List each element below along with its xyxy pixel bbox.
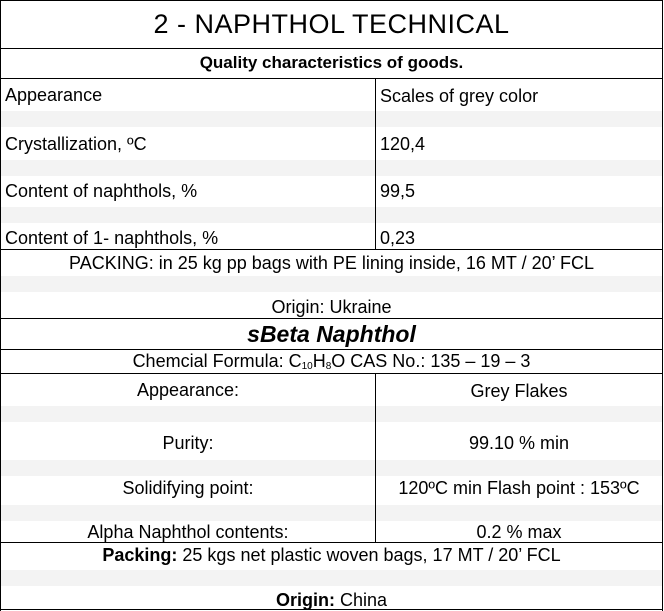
spec-label-naphthols: Content of naphthols, % <box>5 181 198 201</box>
spacer-band <box>1 207 662 223</box>
rule <box>0 373 663 374</box>
spec2-value-appearance: Grey Flakes <box>470 381 568 401</box>
rule <box>0 48 663 49</box>
section1-origin: Origin: Ukraine <box>271 297 392 317</box>
section2-packing <box>1 544 662 566</box>
section2-heading: sBeta Naphthol <box>247 321 416 347</box>
spec2-label-solidifying: Solidifying point: <box>122 478 254 498</box>
formula-hydrogen: H <box>312 351 326 371</box>
spec2-label-alpha: Alpha Naphthol contents: <box>87 522 289 542</box>
packing-label: Packing: <box>102 545 178 565</box>
section1-heading: Quality characteristics of goods. <box>199 53 464 72</box>
packing-value: 25 kgs net plastic woven bags, 17 MT / 20’ FCL <box>177 545 561 565</box>
page-title: 2 - NAPHTHOL TECHNICAL <box>153 9 510 39</box>
table-border-right <box>662 0 663 611</box>
formula-prefix: Chemcial Formula: C <box>132 351 302 371</box>
spec-label-crystallization: Crystallization, ºC <box>5 134 147 154</box>
spec2-value-solidifying: 120ºC min Flash point : 153ºC <box>398 478 640 498</box>
rule <box>0 249 663 250</box>
spacer-band <box>1 160 662 176</box>
spec-value-crystallization: 120,4 <box>380 134 426 154</box>
spacer-band <box>1 111 662 127</box>
column-divider <box>375 78 376 249</box>
spec-value-1-naphthols: 0,23 <box>380 228 416 248</box>
spacer-band <box>1 276 662 292</box>
spec-value-naphthols: 99,5 <box>380 181 416 201</box>
spec2-value-alpha: 0.2 % max <box>476 522 562 542</box>
origin-value: China <box>334 590 388 610</box>
rule <box>0 78 663 79</box>
origin-label: Origin: <box>275 590 335 610</box>
rule <box>0 318 663 319</box>
formula-sub-carbon: 10 <box>301 361 313 372</box>
spec2-label-appearance: Appearance: <box>136 380 240 400</box>
spec2-value-purity: 99.10 % min <box>468 433 570 453</box>
table-border-top <box>0 0 663 1</box>
spacer-band <box>1 505 662 521</box>
spacer-band <box>1 570 662 586</box>
spacer-band <box>1 406 662 422</box>
spec-label-appearance: Appearance <box>5 85 103 105</box>
spec-value-appearance: Scales of grey color <box>380 86 539 106</box>
spec2-label-purity: Purity: <box>162 433 214 453</box>
formula-suffix: O CAS No.: 135 – 19 – 3 <box>331 351 531 371</box>
section1-packing: PACKING: in 25 kg pp bags with PE lining inside, 16 MT / 20’ FCL <box>69 253 594 273</box>
section2-origin <box>1 589 662 611</box>
spec-label-1-naphthols: Content of 1- naphthols, % <box>5 228 219 248</box>
formula-sub-hydrogen: 8 <box>325 361 332 372</box>
chemical-formula <box>1 350 662 372</box>
spacer-band <box>1 460 662 476</box>
